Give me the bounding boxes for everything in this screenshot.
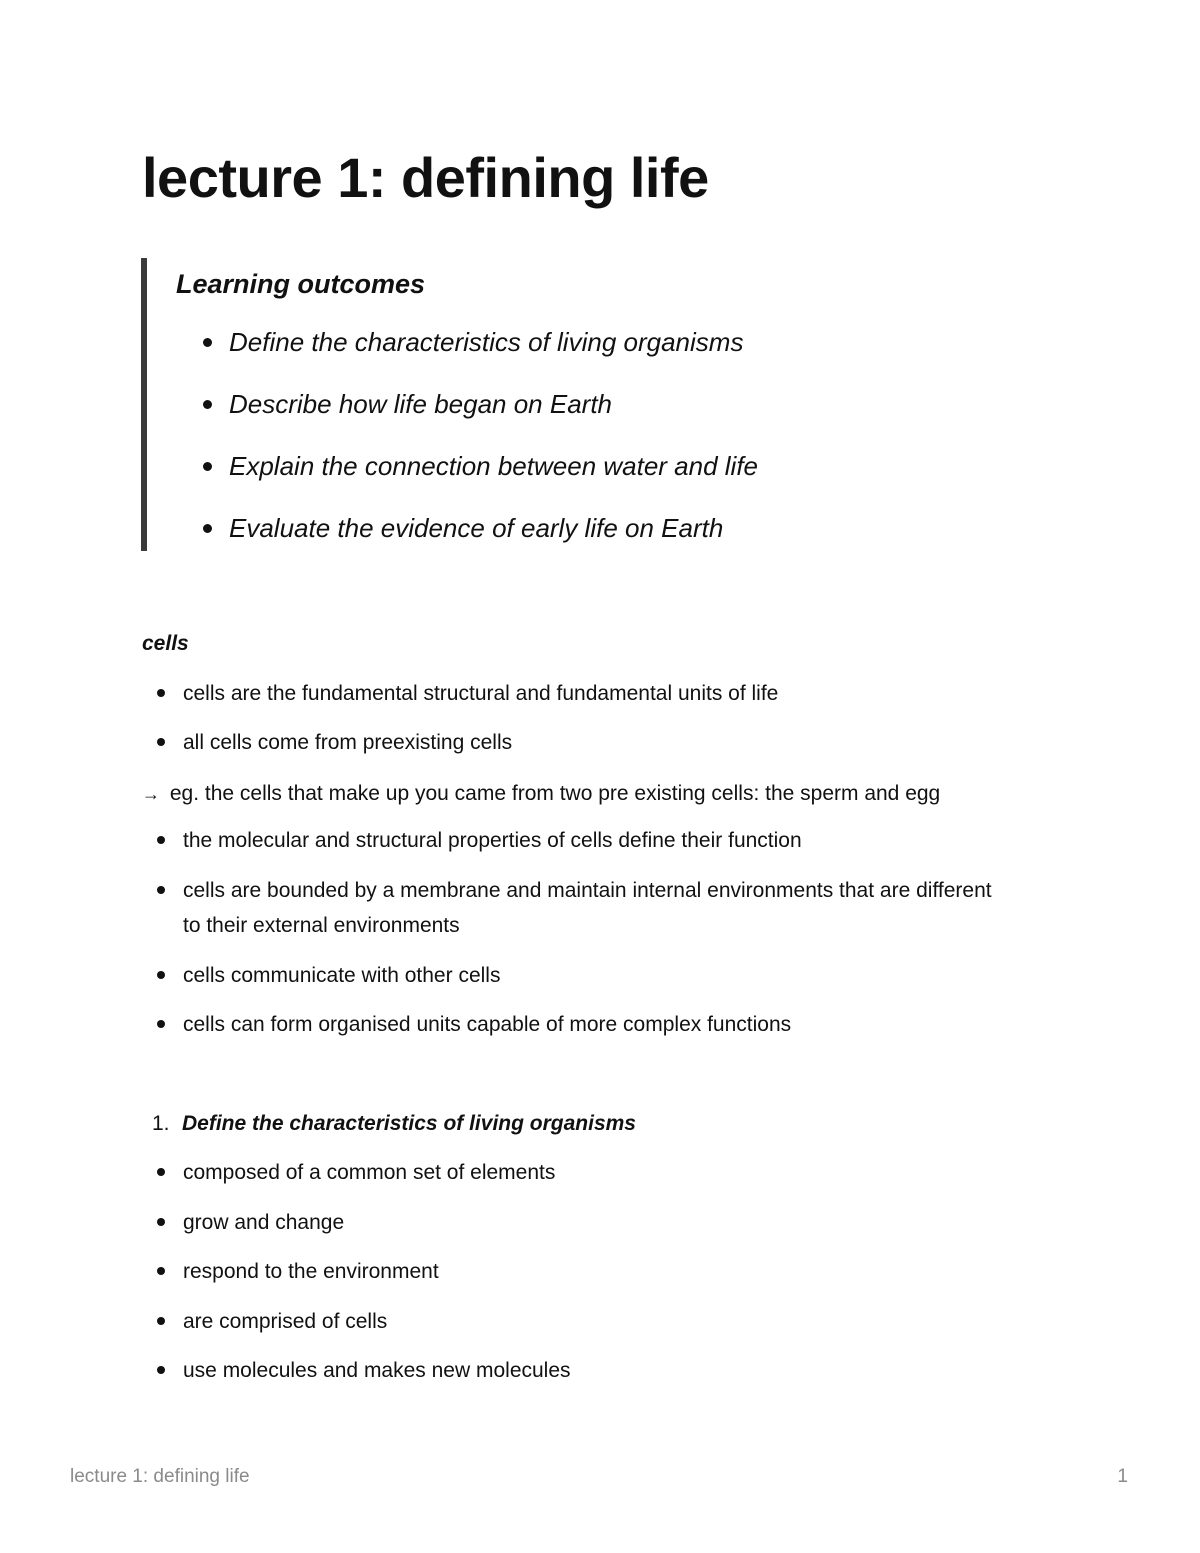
bullet-icon: [203, 524, 212, 533]
right-arrow-icon: →: [142, 784, 160, 804]
list-item-text: cells can form organised units capable of more complex functions: [183, 1013, 792, 1036]
learning-outcomes-callout: [141, 258, 1047, 551]
list-item: [183, 676, 1043, 711]
bullet-icon: [157, 738, 165, 746]
list-item: [183, 1353, 1043, 1388]
arrow-note-text: eg. the cells that make up you came from two pre existing cells: the sperm and egg: [169, 782, 941, 805]
list-item-text: are comprised of cells: [183, 1310, 388, 1333]
list-item-text: composed of a common set of elements: [183, 1161, 556, 1184]
list-item-text: the molecular and structural properties of cells define their function: [183, 829, 802, 852]
bullet-icon: [157, 1317, 165, 1325]
list-item: [183, 958, 1043, 993]
bullet-icon: [157, 836, 165, 844]
learning-outcome-item: [147, 448, 758, 510]
learning-outcome-text: Evaluate the evidence of early life on Earth: [229, 513, 724, 543]
list-number: 1.: [152, 1112, 170, 1135]
bullet-icon: [157, 886, 165, 894]
list-item: [183, 1254, 1043, 1289]
list-item-text: use molecules and makes new molecules: [183, 1359, 571, 1382]
arrow-note: [142, 776, 940, 812]
learning-outcome-text: Describe how life began on Earth: [229, 389, 613, 419]
page-title: lecture 1: defining life: [142, 146, 709, 209]
learning-outcome-text: Define the characteristics of living organisms: [229, 327, 744, 357]
list-item: [183, 873, 1013, 943]
page-number: 1: [1117, 1466, 1128, 1487]
bullet-icon: [157, 1168, 165, 1176]
list-item-text: cells are the fundamental structural and fundamental units of life: [183, 682, 779, 705]
list-item: [183, 1304, 1043, 1339]
list-item: [183, 1007, 1043, 1042]
bullet-icon: [157, 689, 165, 697]
list-item-text: cells are bounded by a membrane and maintain internal environments that are different to their external environments: [183, 879, 992, 937]
bullet-icon: [157, 971, 165, 979]
cells-section-label: cells: [142, 632, 189, 655]
list-item: [183, 823, 1043, 858]
bullet-icon: [203, 338, 212, 347]
bullet-icon: [157, 1267, 165, 1275]
learning-outcome-text: Explain the connection between water and life: [229, 451, 759, 481]
list-item: [183, 1205, 1043, 1240]
list-item: [183, 1155, 1043, 1190]
characteristics-heading-text: Define the characteristics of living organisms: [182, 1112, 636, 1135]
learning-outcome-item: [147, 386, 758, 448]
list-item: [183, 725, 1043, 760]
bullet-icon: [157, 1020, 165, 1028]
list-item-text: all cells come from preexisting cells: [183, 731, 513, 754]
bullet-icon: [157, 1218, 165, 1226]
bullet-icon: [157, 1366, 165, 1374]
bullet-icon: [203, 400, 212, 409]
bullet-icon: [203, 462, 212, 471]
learning-outcome-item: [147, 510, 758, 572]
list-item-text: grow and change: [183, 1211, 345, 1234]
learning-outcome-item: [147, 324, 758, 386]
list-item-text: respond to the environment: [183, 1260, 439, 1283]
list-item-text: cells communicate with other cells: [183, 964, 501, 987]
characteristics-heading: [152, 1106, 636, 1141]
learning-outcomes-heading: Learning outcomes: [176, 269, 426, 299]
learning-outcomes-list: [147, 324, 758, 572]
footer-title: lecture 1: defining life: [70, 1466, 250, 1487]
